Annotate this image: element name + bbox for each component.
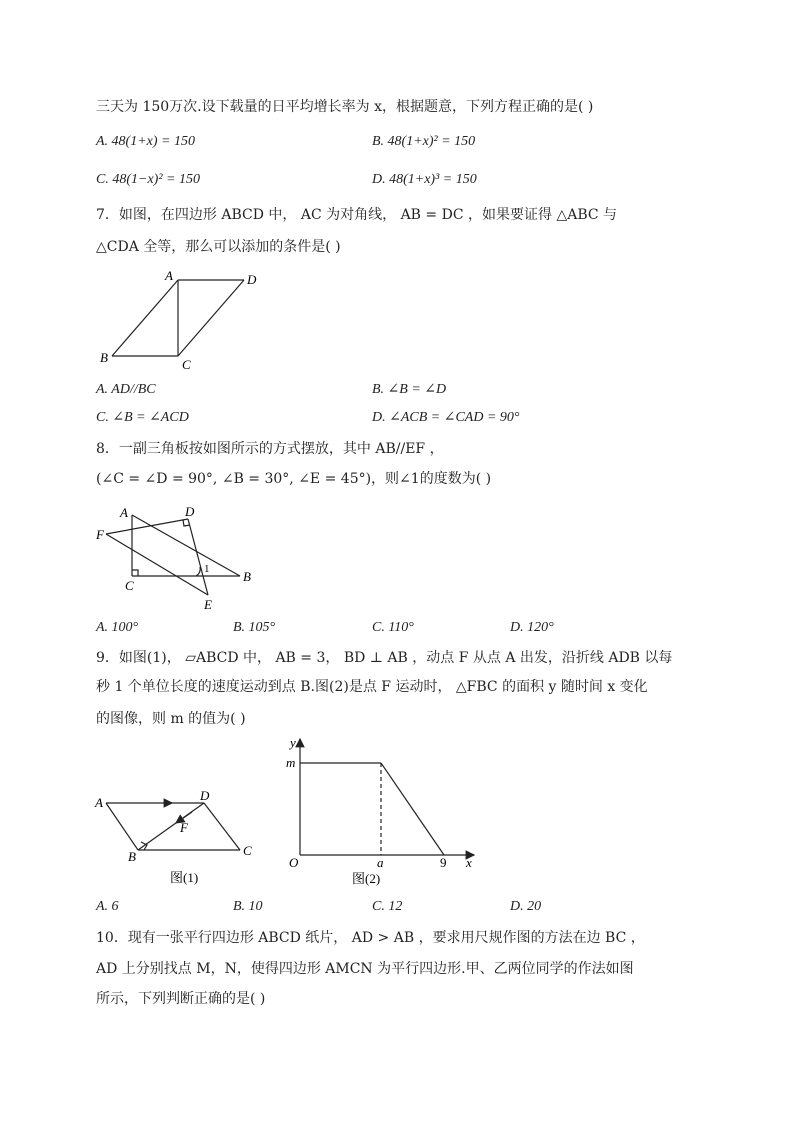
q9-line-3: 的图像，则 m 的值为( ) <box>96 711 246 727</box>
q9-option-d: D. 20 <box>510 899 542 914</box>
q9-label-b: B <box>128 849 136 864</box>
q10-line-2: AD 上分别找点 M，N，使得四边形 AMCN 为平行四边形.甲、乙两位同学的作法如图 <box>96 961 634 977</box>
q7-line-1: 7．如图，在四边形 ABCD 中， AC 为对角线， AB = DC ，如果要证得 △ABC 与 <box>96 207 618 223</box>
q9-option-a: A. 6 <box>96 899 119 914</box>
q7-option-b: B. ∠B = ∠D <box>372 382 447 397</box>
q9-axis-m-label: m <box>286 755 296 770</box>
q7-label-d: D <box>247 272 257 287</box>
q9-axis-a-label: a <box>377 855 384 870</box>
q9-origin-label: O <box>289 855 299 870</box>
q7-label-c: C <box>182 357 191 372</box>
q9-area-graph <box>284 733 484 893</box>
q9-axis-x-label: x <box>466 855 472 870</box>
q9-line-1: 9．如图(1)， ▱ABCD 中， AB = 3， BD ⊥ AB ，动点 F 从点 A 出发，沿折线 ADB 以每 <box>96 650 673 666</box>
q8-angle-1-label: 1 <box>204 563 210 575</box>
q10-line-3: 所示，下列判断正确的是( ) <box>96 991 266 1007</box>
q8-triangles-figure <box>92 500 262 615</box>
q9-option-b: B. 10 <box>233 899 263 914</box>
q9-label-f: F <box>180 820 188 835</box>
q8-label-d: D <box>185 504 195 519</box>
q8-line-2: (∠C = ∠D = 90°, ∠B = 30°, ∠E = 45°)，则∠1的度数为( ) <box>96 471 492 487</box>
q6-option-d: D. 48(1+x)³ = 150 <box>372 172 477 187</box>
q9-option-c: C. 12 <box>372 899 403 914</box>
q9-fig2-caption: 图(2) <box>352 871 381 886</box>
q8-label-e: E <box>204 597 212 612</box>
q7-quadrilateral-figure <box>96 266 266 376</box>
q9-fig1-caption: 图(1) <box>170 870 199 885</box>
q7-label-a: A <box>165 268 173 283</box>
q9-parallelogram-figure <box>92 785 262 890</box>
q8-option-c: C. 110° <box>372 620 414 635</box>
q7-line-2: △CDA 全等，那么可以添加的条件是( ) <box>96 239 341 255</box>
q9-label-a: A <box>95 795 103 810</box>
q8-option-a: A. 100° <box>96 620 139 635</box>
q8-line-1: 8．一副三角板按如图所示的方式摆放，其中 AB//EF ， <box>96 441 444 457</box>
q8-label-f: F <box>96 527 104 542</box>
q7-option-a: A. AD//BC <box>96 382 156 397</box>
q8-label-b: B <box>243 569 251 584</box>
q8-label-a: A <box>120 505 128 520</box>
q9-label-d: D <box>200 788 210 803</box>
q9-axis-9-label: 9 <box>440 855 447 870</box>
q10-line-1: 10．现有一张平行四边形 ABCD 纸片， AD > AB ，要求用尺规作图的方法在边 BC ， <box>96 930 645 946</box>
q7-option-d: D. ∠ACB = ∠CAD = 90° <box>372 410 520 425</box>
q6-option-a: A. 48(1+x) = 150 <box>96 134 195 149</box>
q7-label-b: B <box>100 350 108 365</box>
q9-line-2: 秒 1 个单位长度的速度运动到点 B.图(2)是点 F 运动时， △FBC 的面积 y 随时间 x 变化 <box>96 679 648 695</box>
q8-option-b: B. 105° <box>233 620 276 635</box>
q7-option-c: C. ∠B = ∠ACD <box>96 410 189 425</box>
q9-label-c: C <box>243 843 252 858</box>
q9-axis-y-label: y <box>290 735 296 750</box>
q6-option-b: B. 48(1+x)² = 150 <box>372 134 476 149</box>
q6-option-c: C. 48(1−x)² = 150 <box>96 172 200 187</box>
q8-option-d: D. 120° <box>510 620 554 635</box>
q6-intro: 三天为 150万次.设下载量的日平均增长率为 x，根据题意，下列方程正确的是( ) <box>96 99 594 115</box>
q8-label-c: C <box>125 578 134 593</box>
